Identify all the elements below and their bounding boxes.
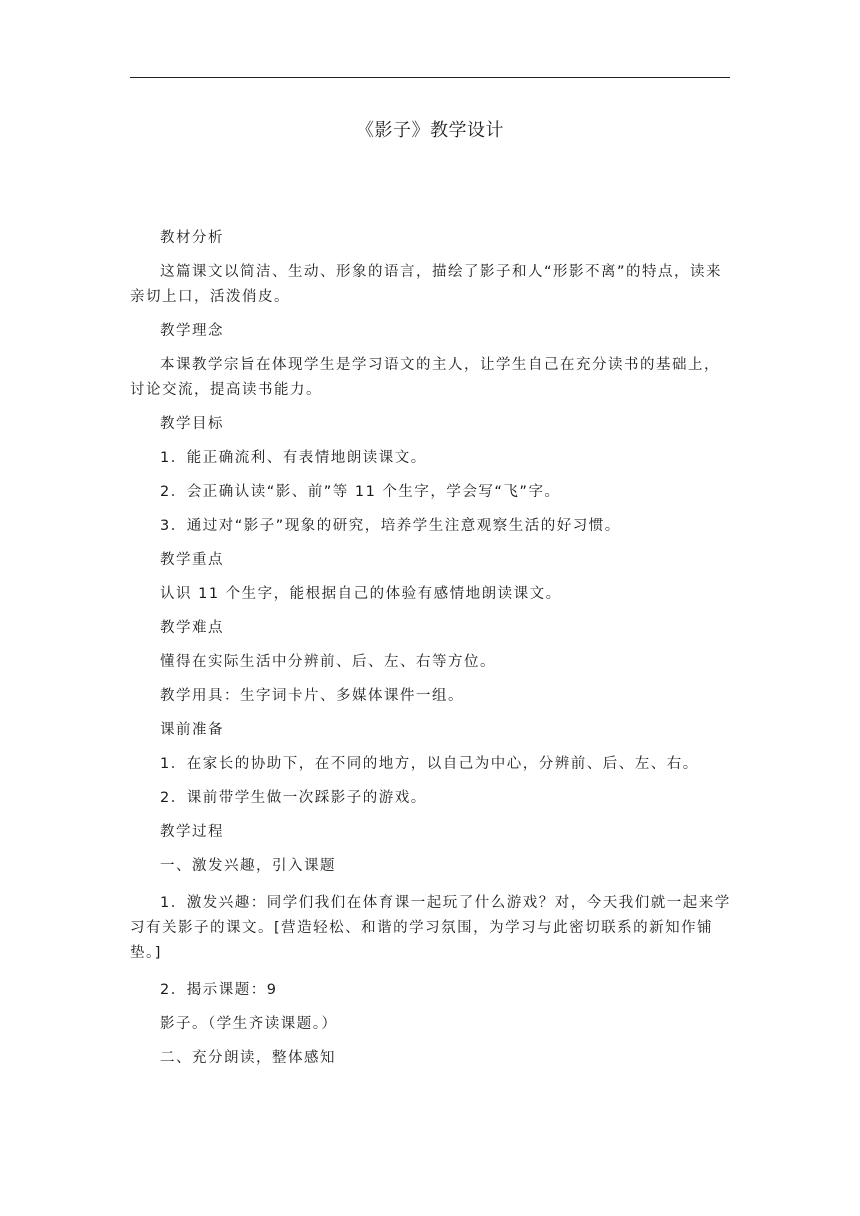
document-title: 《影子》教学设计: [356, 120, 504, 141]
heading-teaching-process: 教学过程: [160, 824, 224, 840]
paragraph-difficulties: 懂得在实际生活中分辨前、后、左、右等方位。: [160, 654, 496, 670]
header-rule: [130, 77, 730, 78]
section-heading-2: 二、充分朗读，整体感知: [160, 1050, 336, 1066]
document-body: [130, 226, 734, 1071]
goal-item-2: 2．会正确认读“影、前”等 11 个生字，学会写“飞”字。: [160, 484, 561, 500]
section-heading-1: 一、激发兴趣，引入课题: [160, 858, 336, 874]
heading-teaching-goals: 教学目标: [160, 416, 224, 432]
paragraph-teaching-aids: 教学用具：生字词卡片、多媒体课件一组。: [160, 688, 464, 704]
heading-preparation: 课前准备: [160, 722, 224, 738]
process-item-1: 1．激发兴趣：同学们我们在体育课一起玩了什么游戏？对，今天我们就一起来学习有关影子的课文。[营造轻松、和谐的学习氛围，为学习与此密切联系的新知作铺垫。]: [130, 895, 731, 961]
paragraph-textbook-analysis: 这篇课文以简洁、生动、形象的语言，描绘了影子和人“形影不离”的特点，读来亲切上口，活泼俏皮。: [130, 264, 723, 305]
heading-textbook-analysis: 教材分析: [160, 230, 224, 246]
paragraph-teaching-philosophy: 本课教学宗旨在体现学生是学习语文的主人，让学生自己在充分读书的基础上，讨论交流，提高读书能力。: [130, 357, 720, 398]
heading-key-points: 教学重点: [160, 552, 224, 568]
preparation-item-2: 2．课前带学生做一次踩影子的游戏。: [160, 790, 427, 806]
goal-item-3: 3．通过对“影子”现象的研究，培养学生注意观察生活的好习惯。: [160, 518, 621, 534]
heading-teaching-philosophy: 教学理念: [160, 323, 224, 339]
heading-difficulties: 教学难点: [160, 620, 224, 636]
paragraph-key-points: 认识 11 个生字，能根据自己的体验有感情地朗读课文。: [160, 586, 562, 602]
paragraph-lesson-title: 影子。（学生齐读课题。）: [160, 1016, 338, 1032]
preparation-item-1: 1．在家长的协助下，在不同的地方，以自己为中心，分辨前、后、左、右。: [160, 756, 699, 772]
goal-item-1: 1．能正确流利、有表情地朗读课文。: [160, 450, 427, 466]
process-item-2: 2．揭示课题：9: [160, 982, 278, 998]
